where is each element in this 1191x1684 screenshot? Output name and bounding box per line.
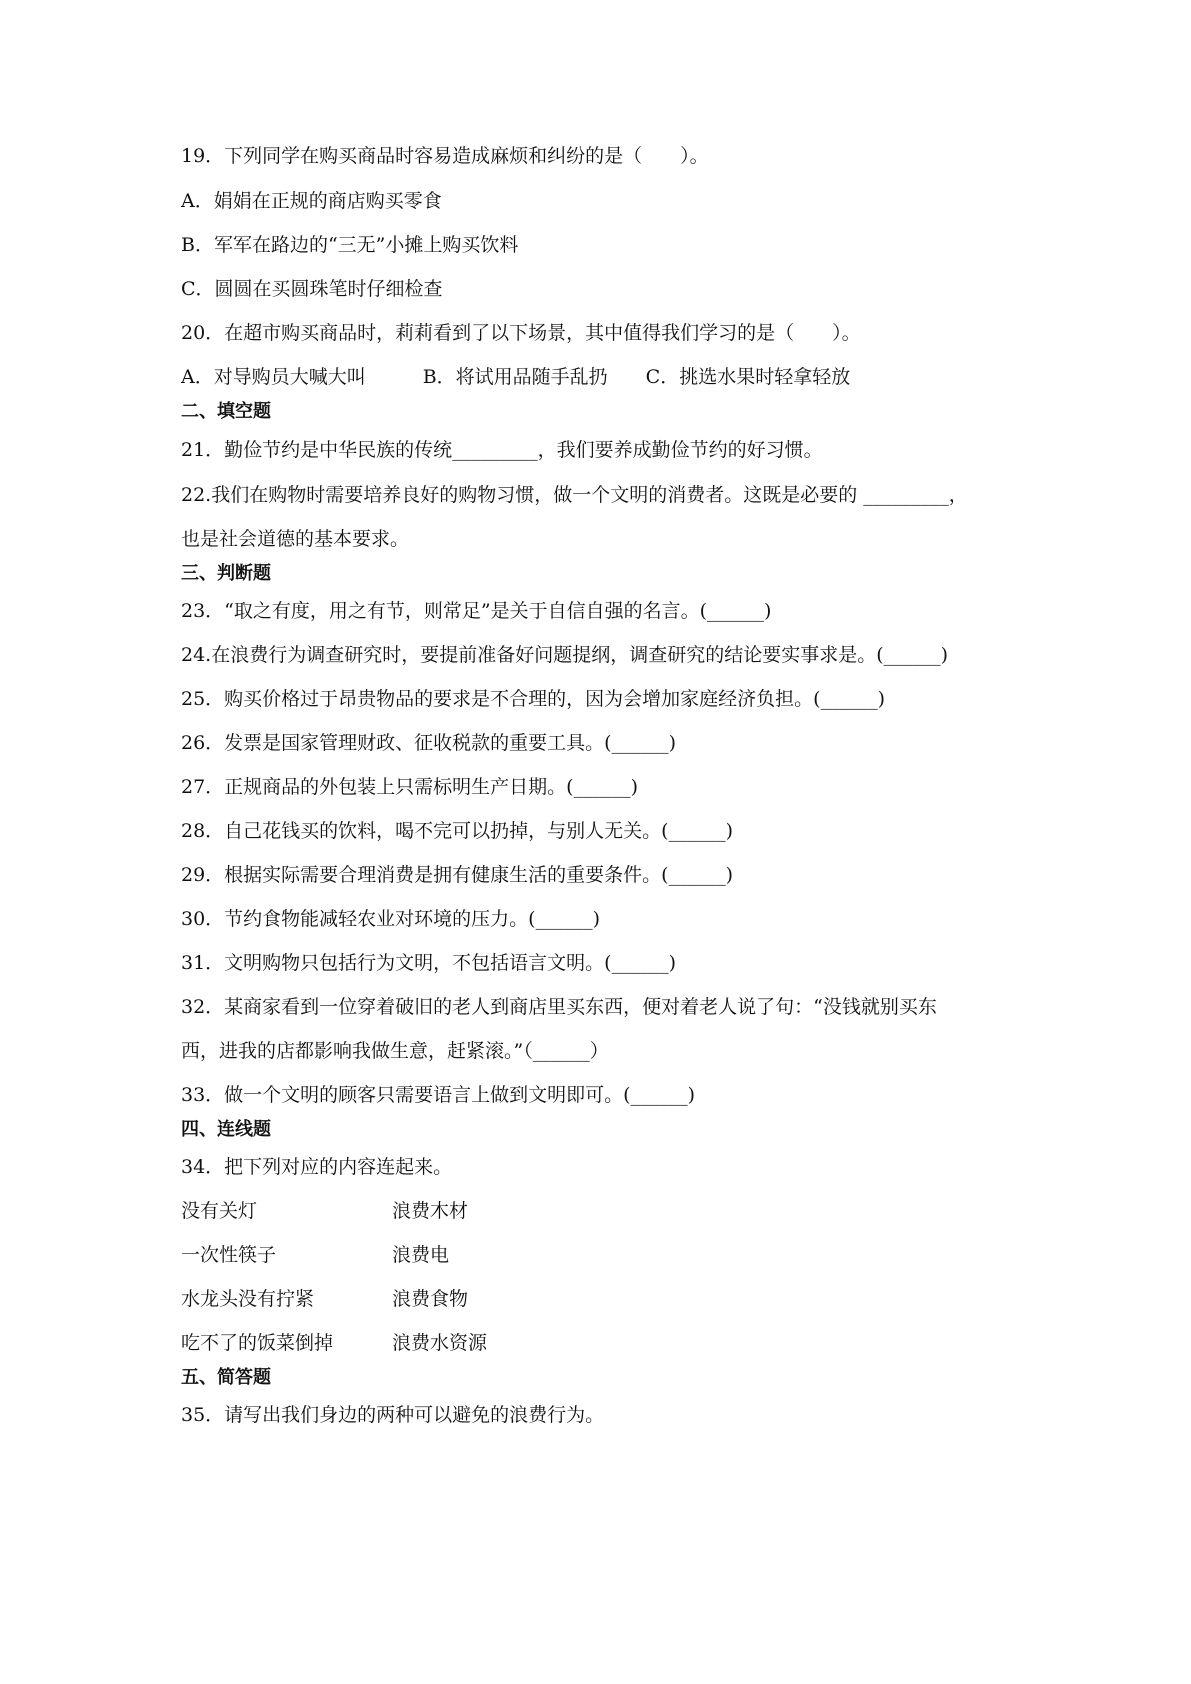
q26: 26．发票是国家管理财政、征收税款的重要工具。(______) — [181, 732, 677, 754]
q34-stem: 34．把下列对应的内容连起来。 — [181, 1156, 453, 1178]
q24: 24.在浪费行为调查研究时，要提前准备好问题提纲，调查研究的结论要实事求是。(______) — [181, 644, 949, 666]
q25: 25．购买价格过于昂贵物品的要求是不合理的，因为会增加家庭经济负担。(______) — [181, 688, 886, 710]
q28: 28．自己花钱买的饮料，喝不完可以扔掉，与别人无关。(______) — [181, 820, 734, 842]
section-short-answer-title: 五、简答题 — [181, 1367, 271, 1388]
q19-stem: 19．下列同学在购买商品时容易造成麻烦和纠纷的是（ ）。 — [181, 145, 709, 167]
q22-line2: 也是社会道德的基本要求。 — [181, 528, 410, 550]
match-left-item: 没有关灯 — [181, 1200, 258, 1222]
section-judgement-title: 三、判断题 — [181, 563, 271, 584]
section-fill-in-title: 二、填空题 — [181, 401, 271, 422]
q32-line1: 32．某商家看到一位穿着破旧的老人到商店里买东西，便对着老人说了句：“没钱就别买东 — [181, 996, 937, 1018]
q29: 29．根据实际需要合理消费是拥有健康生活的重要条件。(______) — [181, 864, 734, 886]
q20-options: A．对导购员大喊大叫 B．将试用品随手乱扔 C．挑选水果时轻拿轻放 — [181, 366, 851, 388]
q19-option-a: A．娟娟在正规的商店购买零食 — [181, 190, 442, 212]
q31: 31．文明购物只包括行为文明，不包括语言文明。(______) — [181, 952, 677, 974]
q32-line2: 西，进我的店都影响我做生意，赶紧滚。”（______） — [181, 1040, 609, 1062]
match-left-item: 水龙头没有拧紧 — [181, 1288, 315, 1310]
match-right-item: 浪费电 — [392, 1244, 450, 1266]
q20-stem: 20．在超市购买商品时，莉莉看到了以下场景，其中值得我们学习的是（ ）。 — [181, 322, 861, 344]
match-right-item: 浪费木材 — [392, 1200, 469, 1222]
match-right-item: 浪费食物 — [392, 1288, 469, 1310]
q19-option-c: C．圆圆在买圆珠笔时仔细检查 — [181, 278, 443, 300]
match-left-item: 吃不了的饭菜倒掉 — [181, 1332, 334, 1354]
q27: 27．正规商品的外包装上只需标明生产日期。(______) — [181, 776, 639, 798]
q35: 35．请写出我们身边的两种可以避免的浪费行为。 — [181, 1404, 605, 1426]
q30: 30．节约食物能减轻农业对环境的压力。(______) — [181, 908, 601, 930]
q21: 21．勤俭节约是中华民族的传统_________，我们要养成勤俭节约的好习惯。 — [181, 439, 823, 461]
q22-line1: 22.我们在购物时需要培养良好的购物习惯，做一个文明的消费者。这既是必要的 _________， — [181, 484, 968, 506]
q19-option-b: B．军军在路边的“三无”小摊上购买饮料 — [181, 234, 519, 256]
section-matching-title: 四、连线题 — [181, 1119, 271, 1140]
match-left-item: 一次性筷子 — [181, 1244, 277, 1266]
q23: 23．“取之有度，用之有节，则常足”是关于自信自强的名言。(______) — [181, 600, 772, 622]
q33: 33．做一个文明的顾客只需要语言上做到文明即可。(______) — [181, 1084, 696, 1106]
match-right-item: 浪费水资源 — [392, 1332, 488, 1354]
